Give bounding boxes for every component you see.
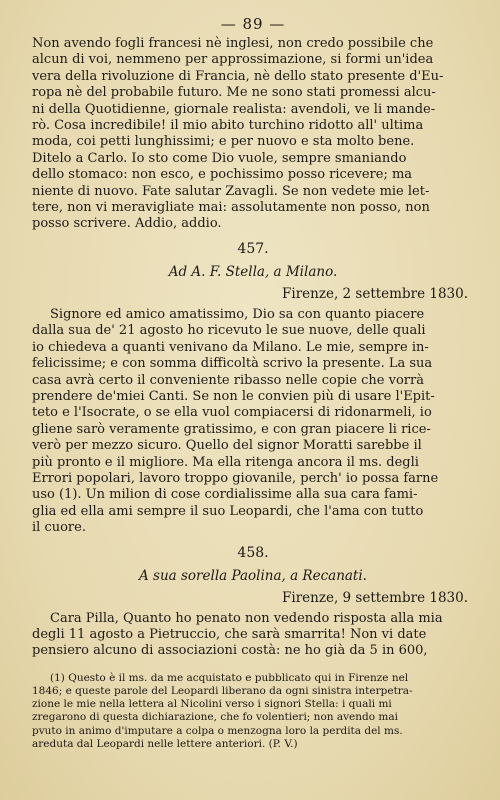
text-line: ropa nè del probabile futuro. Me ne sono stati promessi alcu- <box>32 85 436 101</box>
text-line: io chiedeva a quanti venivano da Milano. Le mie, sempre in- <box>32 339 429 355</box>
letter-heading-458: A sua sorella Paolina, a Recanati. <box>139 567 367 584</box>
text-line: pensiero alcuno di associazioni costà: ne ho già da 5 in 600, <box>32 643 428 659</box>
text-line: Cara Pilla, Quanto ho penato non vedendo risposta alla mia <box>50 610 443 626</box>
letter-458-body <box>32 611 474 660</box>
page-number: — 89 — <box>220 15 286 33</box>
text-line: degli 11 agosto a Pietruccio, che sarà smarrita! Non vi date <box>32 626 427 642</box>
letter-number-457: 457. <box>237 240 269 257</box>
footnote <box>32 672 474 751</box>
footnote-line: pvuto in animo d'imputare a colpa o menzogna loro la perdita del ms. <box>32 724 403 737</box>
letter-457-body <box>32 307 474 537</box>
letter-number-458: 458. <box>237 544 269 561</box>
text-line: alcun di voi, nemmeno per approssimazione, si formi un'idea <box>32 52 434 68</box>
dateline-457: Firenze, 2 settembre 1830. <box>282 285 468 302</box>
continued-letter-paragraph <box>32 36 474 233</box>
text-line: dalla sua de' 21 agosto ho ricevuto le sue nuove, delle quali <box>32 323 426 339</box>
text-line: posso scrivere. Addio, addio. <box>32 216 222 232</box>
footnote-line: areduta dal Leopardi nelle lettere anteriori. (P. V.) <box>32 737 298 750</box>
text-line: gliene sarò veramente gratissimo, e con gran piacere li rice- <box>32 421 431 437</box>
text-line: tere, non vi meravigliate mai: assolutamente non posso, non <box>32 200 430 216</box>
text-line: uso (1). Un milion di cose cordialissime alla sua cara fami- <box>32 487 418 503</box>
text-line: teto e l'Isocrate, o se ella vuol compiacersi di ridonarmeli, io <box>32 405 432 421</box>
letter-heading-457: Ad A. F. Stella, a Milano. <box>168 263 338 280</box>
text-line: casa avrà certo il conveniente ribasso nelle copie che vorrà <box>32 372 424 388</box>
footnote-line: (1) Questo è il ms. da me acquistato e pubblicato qui in Firenze nel <box>50 671 409 684</box>
text-line: Non avendo fogli francesi nè inglesi, non credo possibile che <box>32 36 434 51</box>
text-line: il cuore. <box>32 520 86 536</box>
text-line: Ditelo a Carlo. Io sto come Dio vuole, sempre smaniando <box>32 150 407 166</box>
text-line: dello stomaco: non esco, e pochissimo posso ricevere; ma <box>32 167 413 183</box>
text-line: glia ed ella ami sempre il suo Leopardi, che l'ama con tutto <box>32 503 424 519</box>
text-line: felicissime; e con somma difficoltà scrivo la presente. La sua <box>32 356 433 372</box>
text-line: vera della rivoluzione di Francia, nè dello stato presente d'Eu- <box>32 68 444 84</box>
footnote-line: zione le mie nella lettera al Nicolini verso i signori Stella: i quali mi <box>32 698 392 711</box>
text-line: verò per mezzo sicuro. Quello del signor Moratti sarebbe il <box>32 438 422 454</box>
text-line: niente di nuovo. Fate salutar Zavagli. Se non vedete mie let- <box>32 183 430 199</box>
text-line: più pronto e il migliore. Ma ella ritenga ancora il ms. degli <box>32 454 419 470</box>
text-line: Errori popolari, lavoro troppo giovanile, perch' io possa farne <box>32 470 439 486</box>
text-line: prendere de'miei Canti. Se non le convien più di usare l'Epit- <box>32 388 435 404</box>
text-line: rò. Cosa incredibile! il mio abito turchino ridotto all' ultima <box>32 118 424 134</box>
text-line: ni della Quotidienne, giornale realista: avendoli, ve li mande- <box>32 101 436 117</box>
text-line: Signore ed amico amatissimo, Dio sa con quanto piacere <box>50 306 425 322</box>
text-line: moda, coi petti lunghissimi; e per nuovo e sta molto bene. <box>32 134 415 150</box>
dateline-458: Firenze, 9 settembre 1830. <box>282 589 468 606</box>
footnote-line: zregarono di questa dichiarazione, che fo volentieri; non avendo mai <box>32 711 398 724</box>
footnote-line: 1846; e queste parole del Leopardi liberano da ogni sinistra interpetra- <box>32 684 413 697</box>
